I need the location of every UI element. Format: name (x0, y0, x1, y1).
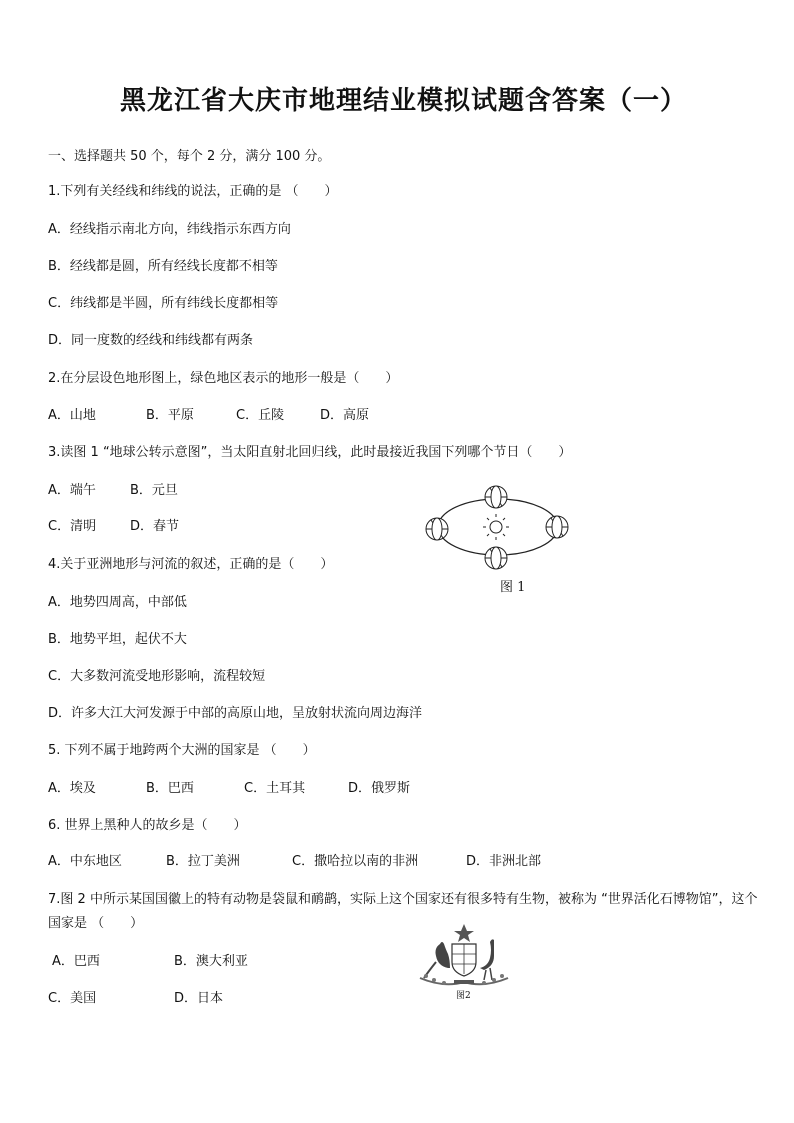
question-6-option-b: B．拉丁美洲 (166, 854, 240, 869)
question-6-option-d: D．非洲北部 (466, 854, 542, 869)
earth-icon (426, 518, 448, 540)
question-4-option-d: D．许多大江大河发源于中部的高原山地，呈放射状流向周边海洋 (48, 706, 423, 721)
earth-icon (485, 486, 507, 508)
question-4-option-c: C．大多数河流受地形影响，流程较短 (48, 669, 266, 684)
instructions: 一、选择题共 50 个，每个 2 分，满分 100 分。 (48, 149, 331, 164)
question-5-option-a: A．埃及 (48, 781, 96, 796)
question-3-option-d: D．春节 (130, 519, 180, 534)
question-7-option-b: B．澳大利亚 (174, 954, 248, 969)
question-6-stem: 6. 世界上黑种人的故乡是（ ） (48, 818, 247, 833)
question-2-option-c: C．丘陵 (236, 408, 285, 423)
question-1-option-a: A．经线指示南北方向，纬线指示东西方向 (48, 222, 291, 237)
question-3-option-b: B．元旦 (130, 483, 178, 498)
question-1-option-d: D．同一度数的经线和纬线都有两条 (48, 333, 254, 348)
question-7-option-a: A．巴西 (52, 954, 100, 969)
question-4-option-a: A．地势四周高，中部低 (48, 595, 187, 610)
question-2-option-b: B．平原 (146, 408, 194, 423)
question-1-option-b: B．经线都是圆，所有经线长度都不相等 (48, 259, 278, 274)
question-3-stem: 3.读图 1 “地球公转示意图”，当太阳直射北回归线，此时最接近我国下列哪个节日（ ） (48, 445, 572, 460)
question-2-stem: 2.在分层设色地形图上，绿色地区表示的地形一般是（ ） (48, 371, 399, 386)
question-3-option-c: C．清明 (48, 519, 97, 534)
figure-1 (420, 482, 580, 594)
question-5-option-d: D．俄罗斯 (348, 781, 411, 796)
question-1-option-c: C．纬线都是半圆，所有纬线长度都相等 (48, 296, 279, 311)
question-5-stem: 5. 下列不属于地跨两个大洲的国家是 （ ） (48, 743, 316, 758)
question-6-option-c: C．撒哈拉以南的非洲 (292, 854, 419, 869)
sun-icon (483, 514, 509, 540)
question-5-option-c: C．土耳其 (244, 781, 306, 796)
question-4-option-b: B．地势平坦，起伏不大 (48, 632, 187, 647)
question-2-option-a: A．山地 (48, 408, 96, 423)
earth-icon (546, 516, 568, 538)
question-7-option-c: C．美国 (48, 991, 97, 1006)
coat-of-arms-icon (414, 922, 514, 988)
figure-2-caption: 图2 (456, 991, 471, 1001)
figure-1-caption: 图 1 (500, 580, 526, 595)
question-2-option-d: D．高原 (320, 408, 370, 423)
page-title: 黑龙江省大庆市地理结业模拟试题含答案（一） (120, 86, 688, 116)
question-7-option-d: D．日本 (174, 991, 224, 1006)
question-1-stem: 1.下列有关经线和纬线的说法，正确的是 （ ） (48, 184, 338, 199)
earth-icon (485, 547, 507, 569)
question-5-option-b: B．巴西 (146, 781, 194, 796)
question-3-option-a: A．端午 (48, 483, 96, 498)
question-4-stem: 4.关于亚洲地形与河流的叙述，正确的是（ ） (48, 557, 334, 572)
question-6-option-a: A．中东地区 (48, 854, 122, 869)
question-7-stem: 7.图 2 中所示某国国徽上的特有动物是袋鼠和鸸鹋，实际上这个国家还有很多特有生物，被称为 “世界活化石博物馆”，这个国家是 （ ） (48, 892, 758, 931)
figure-2 (414, 922, 514, 1002)
earth-orbit-diagram (420, 482, 580, 572)
